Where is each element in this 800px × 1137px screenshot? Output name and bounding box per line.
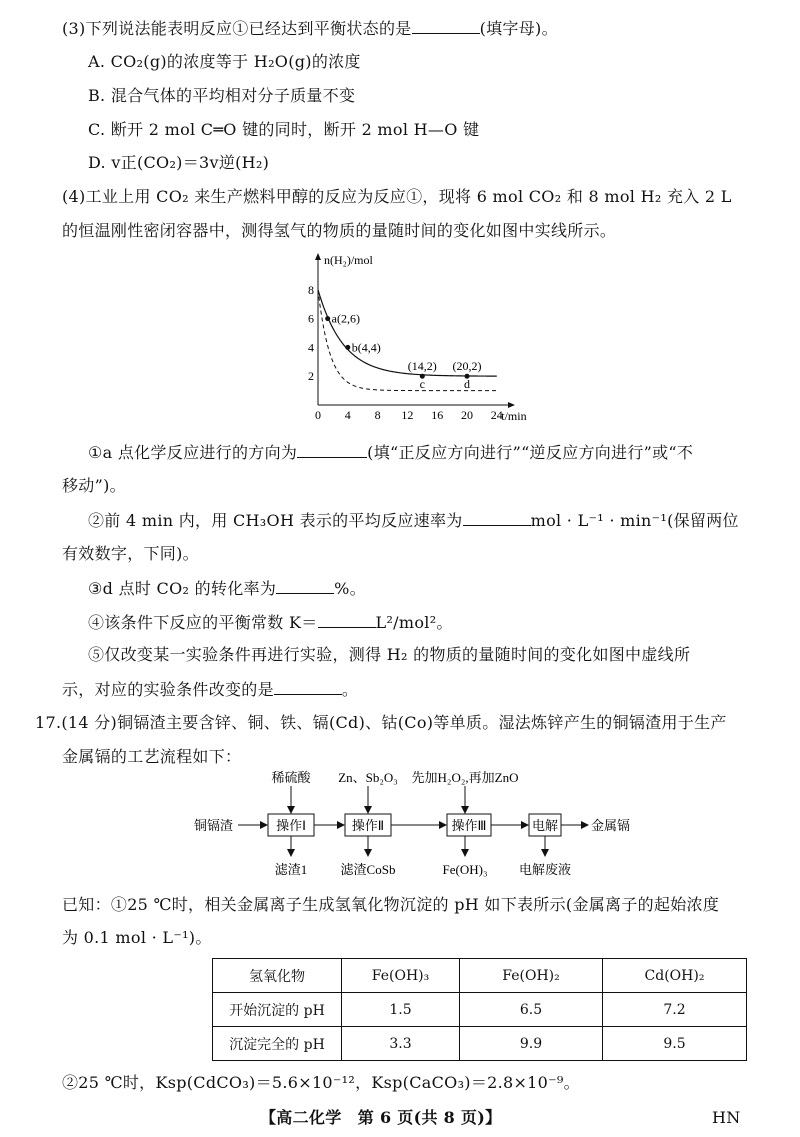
table-header: Fe(OH)₂ xyxy=(460,959,603,993)
data-point xyxy=(325,316,330,321)
q17-stem-line2: 金属镉的工艺流程如下： xyxy=(62,747,242,766)
footer-page-info: 【高二化学 第 6 页(共 8 页)】 xyxy=(260,1108,502,1127)
text: ②前 4 min 内，用 CH₃OH 表示的平均反应速率为 xyxy=(88,511,463,530)
q4-sub2-cont: 有效数字，下同)。 xyxy=(62,544,199,563)
table-header: Cd(OH)₂ xyxy=(603,959,747,993)
q3-option-b: B. 混合气体的平均相对分子质量不变 xyxy=(88,86,356,105)
text: mol · L⁻¹ · min⁻¹(保留两位 xyxy=(530,511,739,530)
y-axis-label: n(H₂)/mol xyxy=(324,253,373,267)
table-cell: 7.2 xyxy=(603,993,747,1027)
table-header: 氢氧化物 xyxy=(213,959,342,993)
q3-option-d: D. v正(CO₂)＝3v逆(H₂) xyxy=(88,153,270,172)
text: 。 xyxy=(341,680,359,699)
x-tick-label: 20 xyxy=(461,408,473,420)
y-tick-label: 4 xyxy=(308,340,314,355)
table-header: Fe(OH)₃ xyxy=(342,959,460,993)
table-cell: 1.5 xyxy=(342,993,460,1027)
answer-blank[interactable] xyxy=(297,442,367,458)
q4-sub2 xyxy=(88,510,739,531)
q4-sub3 xyxy=(88,578,366,599)
text: (3)下列说法能表明反应①已经达到平衡状态的是 xyxy=(62,19,412,38)
table-row xyxy=(213,1027,747,1061)
q4-sub5: ⑤仅改变某一实验条件再进行实验，测得 H₂ 的物质的量随时间的变化如图中虚线所 xyxy=(88,645,691,664)
q3-option-a: A. CO₂(g)的浓度等于 H₂O(g)的浓度 xyxy=(88,52,361,71)
text: %。 xyxy=(334,579,366,598)
y-tick-label: 2 xyxy=(308,369,314,384)
x-tick-label: 24 xyxy=(490,408,503,420)
flow-step-4: 电解 xyxy=(531,818,559,833)
answer-blank[interactable] xyxy=(412,18,480,34)
flow-product: 金属镉 xyxy=(591,818,631,833)
y-tick-label: 6 xyxy=(308,311,314,326)
flow-output-4: 电解废液 xyxy=(518,862,572,877)
flow-input: 铜镉渣 xyxy=(194,818,234,833)
text: (填字母)。 xyxy=(479,19,558,38)
text: (填“正反应方向进行”“逆反应方向进行”或“不 xyxy=(367,443,694,462)
x-axis-label: t/min xyxy=(501,409,527,420)
known-line3: ②25 ℃时，Ksp(CdCO₃)＝5.6×10⁻¹²，Ksp(CaCO₃)＝2.8×10⁻⁹。 xyxy=(62,1073,580,1092)
table-row xyxy=(213,993,747,1027)
q17-stem-line1: 17.(14 分)铜镉渣主要含锌、铜、铁、镉(Cd)、钴(Co)等单质。湿法炼锌产生的铜镉渣用于生产 xyxy=(35,713,727,732)
answer-blank[interactable] xyxy=(276,578,334,594)
flow-reagent-2: Zn、Sb₂O₃ xyxy=(338,770,398,785)
q4-sub1 xyxy=(88,442,693,463)
x-tick-label: 4 xyxy=(344,408,351,420)
process-flow-diagram xyxy=(180,770,670,882)
y-axis-arrow-icon xyxy=(315,253,321,260)
flow-step-2: 操作Ⅱ xyxy=(351,818,385,833)
flow-output-2: 滤渣CoSb xyxy=(340,862,396,877)
point-label: b(4,4) xyxy=(351,340,381,355)
answer-blank[interactable] xyxy=(274,679,342,695)
q4-sub4 xyxy=(88,612,453,633)
q3-stem xyxy=(62,18,558,39)
table-header-row xyxy=(213,959,747,993)
q4-sub5-cont xyxy=(62,679,358,700)
flow-reagent-1: 稀硫酸 xyxy=(271,770,311,785)
table-cell: 沉淀完全的 pH xyxy=(213,1027,342,1061)
text: L²/mol²。 xyxy=(375,613,453,632)
text: ③d 点时 CO₂ 的转化率为 xyxy=(88,579,277,598)
y-tick-label: 8 xyxy=(308,282,314,297)
h2-time-graph xyxy=(295,250,565,420)
table-cell: 6.5 xyxy=(460,993,603,1027)
text: ①a 点化学反应进行的方向为 xyxy=(88,443,298,462)
table-cell: 开始沉淀的 pH xyxy=(213,993,342,1027)
flow-step-1: 操作Ⅰ xyxy=(276,818,306,833)
data-point xyxy=(345,345,350,350)
known-line2: 为 0.1 mol · L⁻¹)。 xyxy=(62,928,212,947)
table-cell: 9.5 xyxy=(603,1027,747,1061)
point-name: d xyxy=(464,377,470,392)
answer-blank[interactable] xyxy=(463,510,531,526)
x-tick-label: 0 xyxy=(315,408,321,420)
answer-blank[interactable] xyxy=(318,612,376,628)
table-cell: 3.3 xyxy=(342,1027,460,1061)
x-tick-label: 12 xyxy=(401,408,414,420)
known-line1: 已知：①25 ℃时，相关金属离子生成氢氧化物沉淀的 pH 如下表所示(金属离子的起始浓度 xyxy=(62,895,720,914)
text: ④该条件下反应的平衡常数 K＝ xyxy=(88,613,318,632)
flow-output-3: Fe(OH)₃ xyxy=(442,862,488,877)
flow-output-1: 滤渣1 xyxy=(274,862,308,877)
x-axis-arrow-icon xyxy=(508,402,515,408)
x-tick-label: 16 xyxy=(431,408,444,420)
flow-step-3: 操作Ⅲ xyxy=(451,818,487,833)
flow-reagent-3: 先加H₂O₂,再加ZnO xyxy=(411,770,519,785)
point-name: c xyxy=(419,377,425,392)
table-cell: 9.9 xyxy=(460,1027,603,1061)
q3-option-c: C. 断开 2 mol C═O 键的同时，断开 2 mol H—O 键 xyxy=(88,120,480,139)
ph-table xyxy=(212,958,747,1061)
text: 示，对应的实验条件改变的是 xyxy=(62,680,274,699)
point-label: a(2,6) xyxy=(331,311,361,326)
q4-stem-line2: 的恒温刚性密闭容器中，测得氢气的物质的量随时间的变化如图中实线所示。 xyxy=(62,221,617,240)
point-label: (14,2) xyxy=(407,359,437,374)
q4-stem-line1: (4)工业上用 CO₂ 来生产燃料甲醇的反应为反应①，现将 6 mol CO₂ 和 8 mol H₂ 充入 2 L xyxy=(62,187,732,206)
q4-sub1-cont: 移动”)。 xyxy=(62,476,126,495)
x-tick-label: 8 xyxy=(374,408,381,420)
point-label: (20,2) xyxy=(452,359,482,374)
footer-code: HN xyxy=(712,1108,741,1127)
